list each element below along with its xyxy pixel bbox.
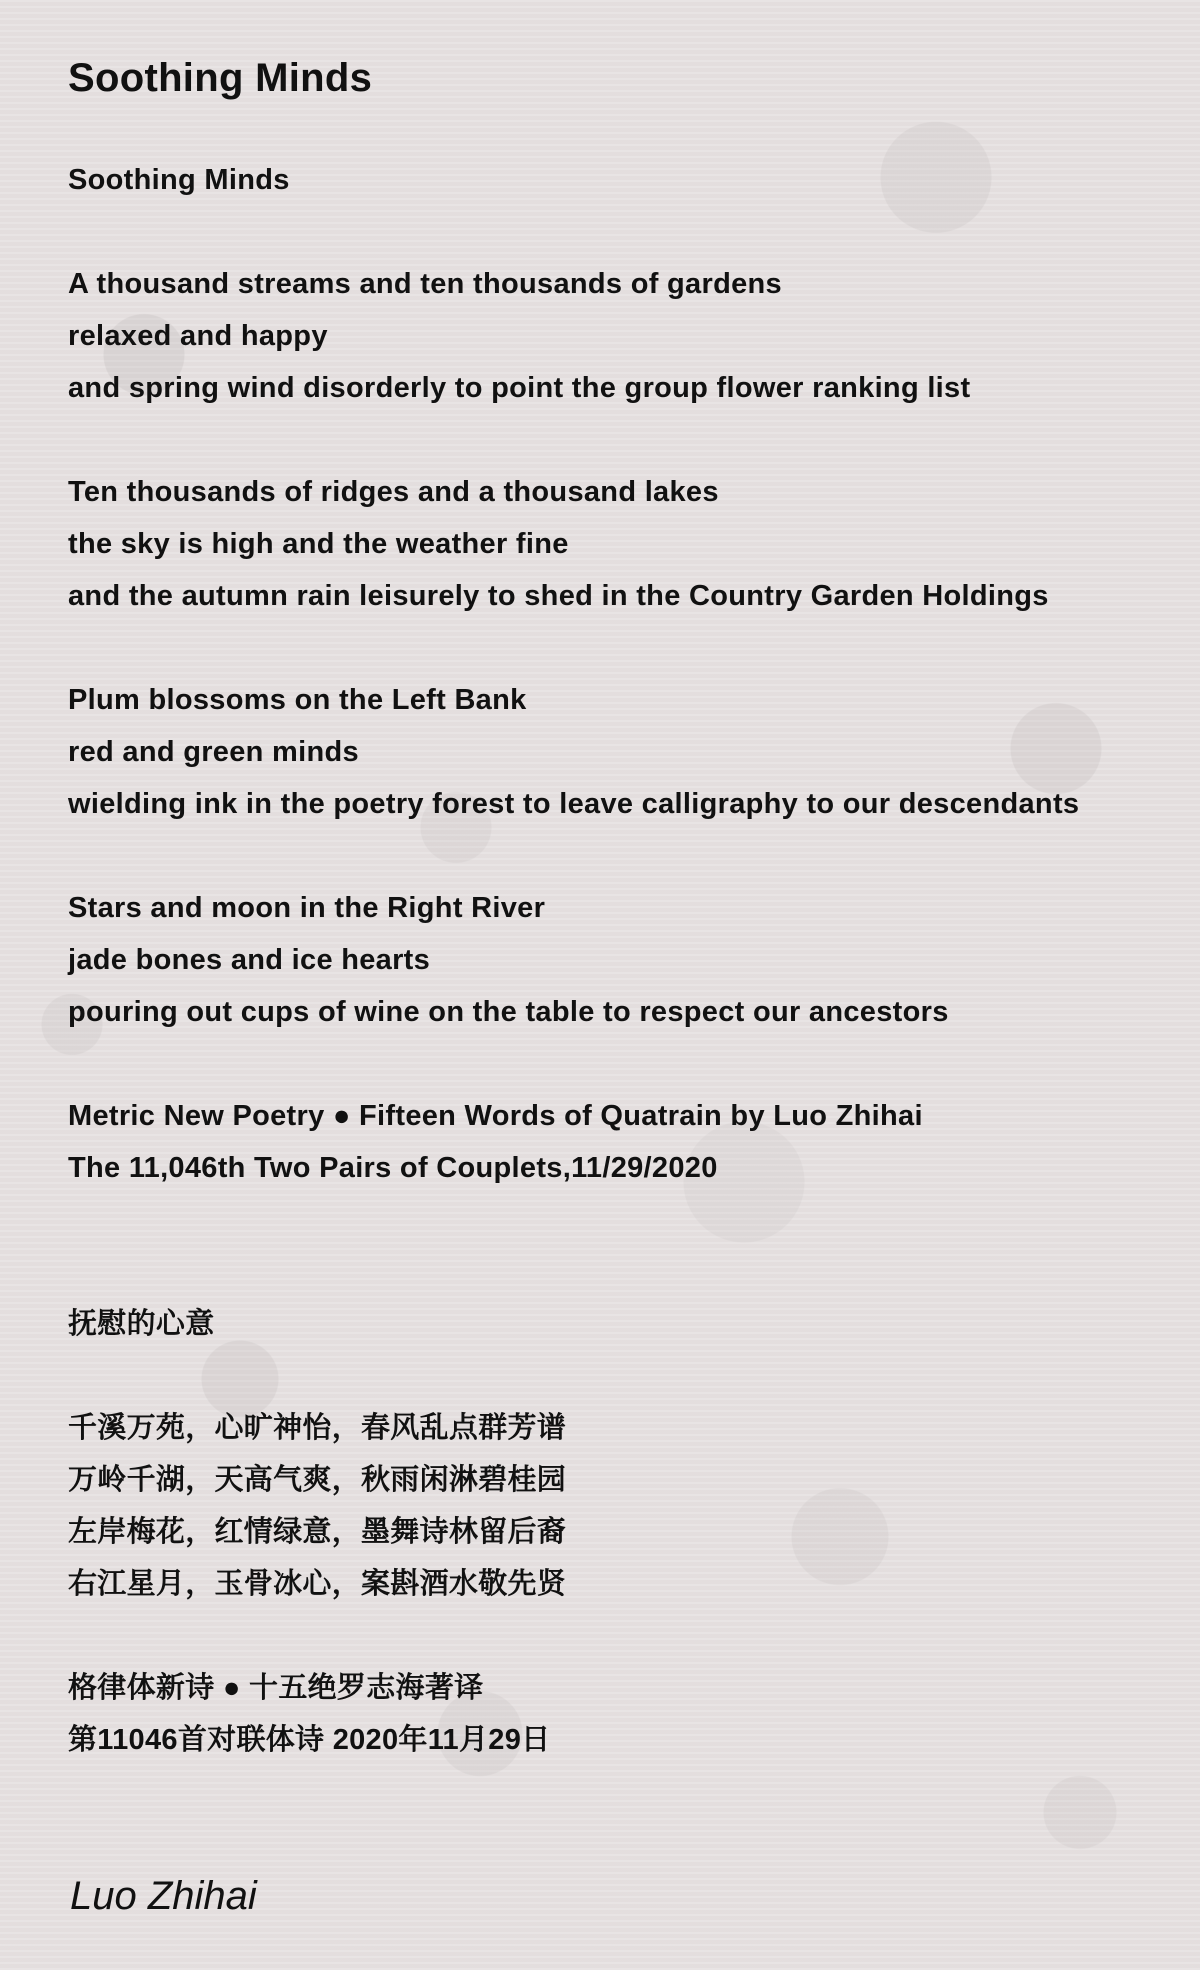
poem-line: and spring wind disorderly to point the group flower ranking list [68,372,971,404]
credit-line: 第11046首对联体诗 2020年11月29日 [68,1724,551,1756]
poem-line: jade bones and ice hearts [68,944,431,976]
poem-line: Plum blossoms on the Left Bank [68,684,527,716]
poem-line: wielding ink in the poetry forest to leave calligraphy to our descendants [68,788,1080,820]
chinese-poem [68,1298,1178,1766]
poem-line: 左岸梅花，红情绿意，墨舞诗林留后裔 [68,1516,567,1548]
poem-line: and the autumn rain leisurely to shed in the Country Garden Holdings [68,580,1049,612]
poem-line: Stars and moon in the Right River [68,892,546,924]
poem-line: 右江星月，玉骨冰心，案斟酒水敬先贤 [68,1568,567,1600]
credit-line: The 11,046th Two Pairs of Couplets,11/29/2020 [68,1152,718,1184]
english-poem [68,154,1178,1194]
stanza-1 [68,258,1178,414]
english-credits [68,1090,1178,1194]
poem-line: Ten thousands of ridges and a thousand lakes [68,476,719,508]
chinese-stanza [68,1402,1178,1610]
credit-line: 格律体新诗 ● 十五绝罗志海著译 [68,1672,484,1704]
poem-line: red and green minds [68,736,359,768]
poem-page [68,54,1178,1766]
poem-line: 千溪万苑，心旷神怡，春风乱点群芳谱 [68,1412,567,1444]
poem-line: relaxed and happy [68,320,328,352]
poem-line: pouring out cups of wine on the table to respect our ancestors [68,996,949,1028]
credit-line: Metric New Poetry ● Fifteen Words of Quatrain by Luo Zhihai [68,1100,923,1132]
poem-line: 万岭千湖，天高气爽，秋雨闲淋碧桂园 [68,1464,567,1496]
stanza-4 [68,882,1178,1038]
english-heading: Soothing Minds [68,164,290,196]
stanza-3 [68,674,1178,830]
poem-line: A thousand streams and ten thousands of gardens [68,268,782,300]
poem-title: Soothing Minds [68,56,373,100]
chinese-heading: 抚慰的心意 [68,1308,215,1340]
poem-line: the sky is high and the weather fine [68,528,569,560]
author-name: Luo Zhihai [70,1874,257,1918]
stanza-2 [68,466,1178,622]
chinese-credits [68,1662,1178,1766]
